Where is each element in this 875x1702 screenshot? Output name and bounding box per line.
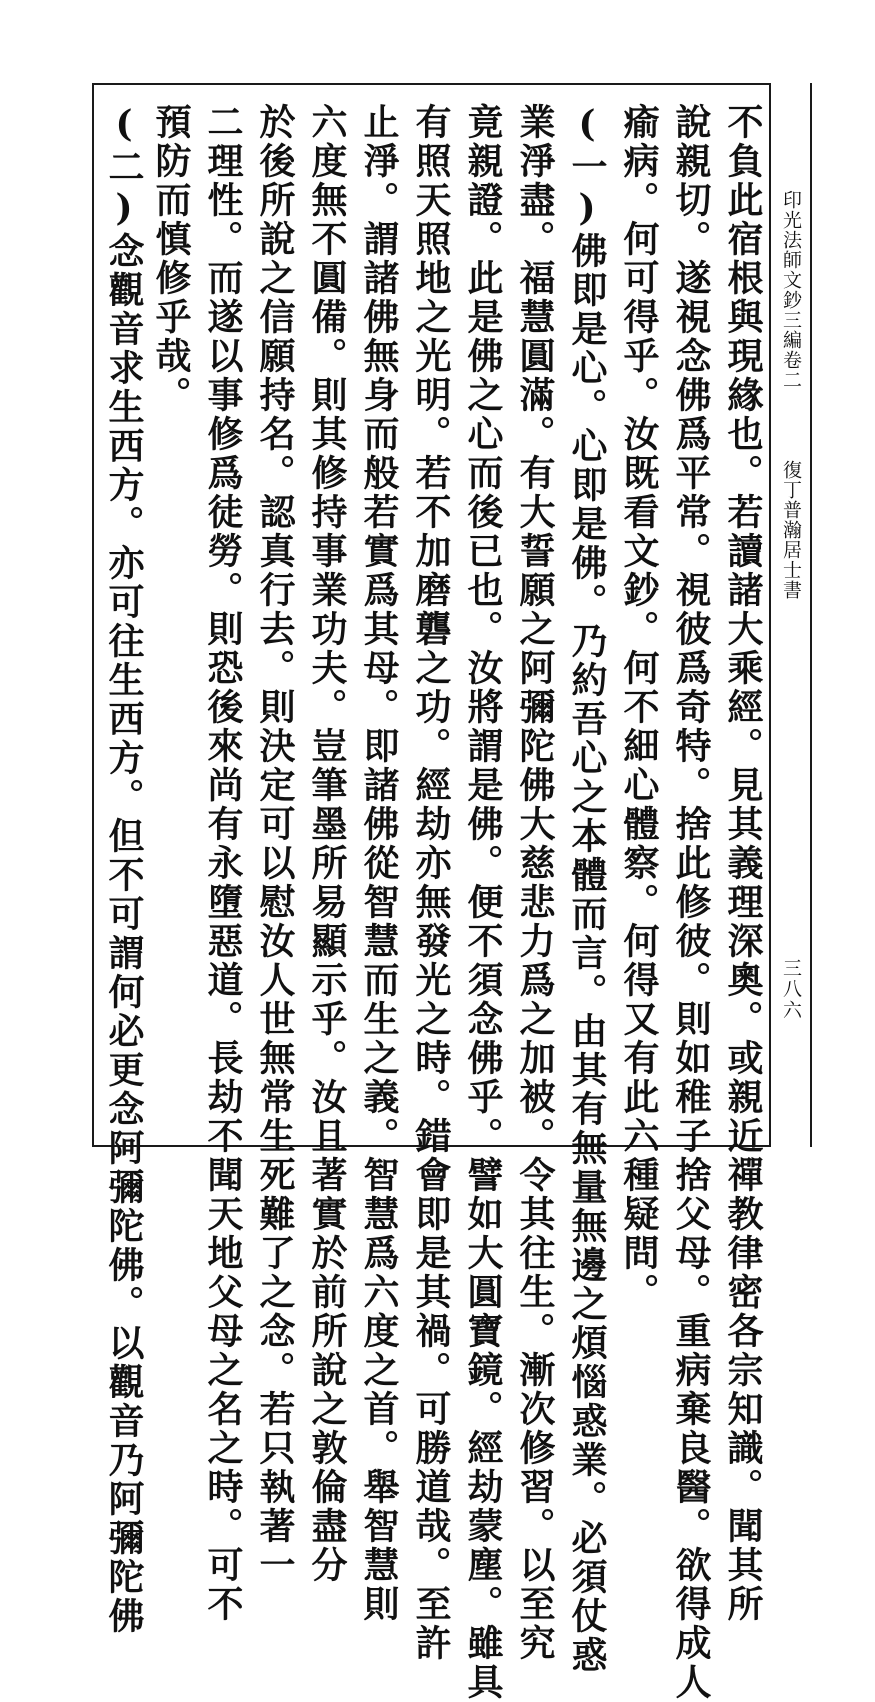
text-column-7: 有照天照地之光明。若不加磨礱之功。經劫亦無發光之時。錯會即是其禍。可勝道哉。至許 (410, 103, 452, 1663)
text-column-12: 預防而慎修乎哉。 (150, 103, 192, 415)
text-column-11: 二理性。而遂以事修爲徒勞。則恐後來尚有永墮惡道。長劫不聞天地父母之名之時。可不 (202, 103, 244, 1624)
text-column-5: 業淨盡。福慧圓滿。有大誓願之阿彌陀佛大慈悲力爲之加被。令其往生。漸次修習。以至究 (514, 103, 556, 1663)
text-column-10: 於後所說之信願持名。認真行去。則決定可以慰汝人世無常生死難了之念。若只執著一 (254, 103, 296, 1585)
running-head-title: 印光法師文鈔三編卷二 (780, 190, 802, 390)
text-column-9: 六度無不圓備。則其修持事業功夫。豈筆墨所易顯示乎。汝且著實於前所說之敦倫盡分 (306, 103, 348, 1585)
page-number: 三八六 (780, 958, 802, 1021)
text-column-6: 竟親證。此是佛之心而後已也。汝將謂是佛。便不須念佛乎。譬如大圓寶鏡。經劫蒙塵。雖具 (462, 103, 504, 1702)
text-column-1: 不負此宿根與現緣也。若讀諸大乘經。見其義理深奧。或親近禪教律密各宗知識。聞其所 (722, 103, 764, 1624)
text-column-2: 說親切。遂視念佛爲平常。視彼爲奇特。捨此修彼。則如稚子捨父母。重病棄良醫。欲得成人 (670, 103, 712, 1702)
text-column-8: 止淨。謂諸佛無身而般若實爲其母。即諸佛從智慧而生之義。智慧爲六度之首。舉智慧則 (358, 103, 400, 1624)
text-column-13: (二)念觀音求生西方。亦可往生西方。但不可謂何必更念阿彌陀佛。以觀音乃阿彌陀佛 (103, 103, 145, 1636)
text-column-4: (一)佛即是心。心即是佛。乃約吾心之本體而言。由其有無量無邊之煩惱惑業。必須仗惑 (566, 103, 608, 1675)
running-head-section: 復丁普瀚居士書 (780, 460, 802, 600)
text-column-3: 瘉病。何可得乎。汝既看文鈔。何不細心體察。何得又有此六種疑問。 (618, 103, 660, 1312)
